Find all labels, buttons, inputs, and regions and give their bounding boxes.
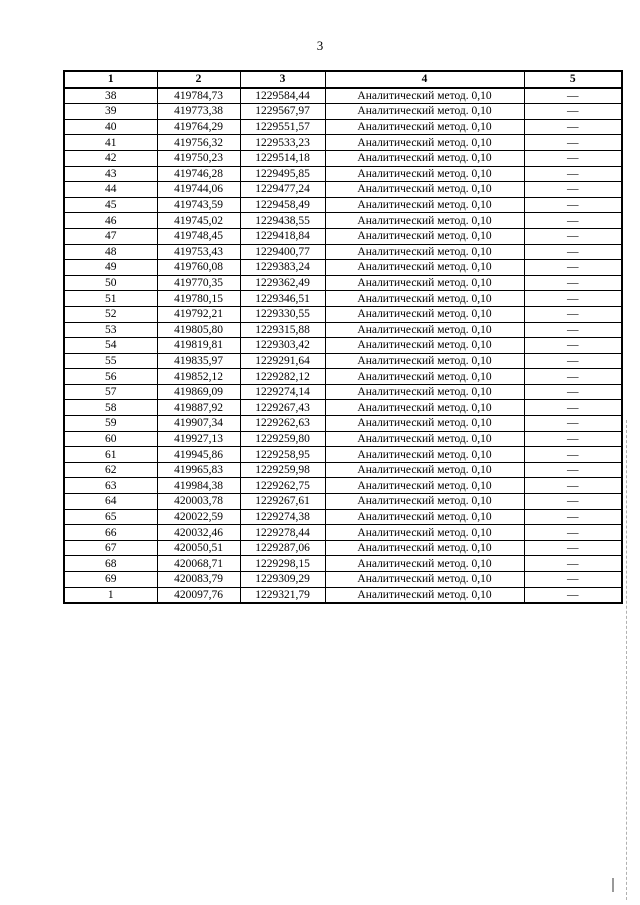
point-number-cell: 47 (64, 228, 157, 244)
point-number-cell: 1 (64, 587, 157, 603)
point-number-cell: 51 (64, 291, 157, 307)
table-row (64, 353, 622, 369)
point-number-cell: 49 (64, 260, 157, 276)
note-cell: — (524, 322, 622, 338)
note-cell: — (524, 587, 622, 603)
note-cell: — (524, 384, 622, 400)
table-row (64, 431, 622, 447)
y-coordinate-cell: 1229278,44 (240, 525, 325, 541)
table-row (64, 540, 622, 556)
table-row (64, 197, 622, 213)
point-number-cell: 46 (64, 213, 157, 229)
x-coordinate-cell: 420083,79 (157, 572, 240, 588)
y-coordinate-cell: 1229287,06 (240, 540, 325, 556)
method-cell: Аналитический метод. 0,10 (325, 478, 524, 494)
method-cell: Аналитический метод. 0,10 (325, 88, 524, 104)
note-cell: — (524, 244, 622, 260)
x-coordinate-cell: 419907,34 (157, 416, 240, 432)
point-number-cell: 48 (64, 244, 157, 260)
y-coordinate-cell: 1229400,77 (240, 244, 325, 260)
note-cell: — (524, 556, 622, 572)
table-row (64, 166, 622, 182)
method-cell: Аналитический метод. 0,10 (325, 369, 524, 385)
x-coordinate-cell: 419780,15 (157, 291, 240, 307)
method-cell: Аналитический метод. 0,10 (325, 525, 524, 541)
table-row (64, 416, 622, 432)
point-number-cell: 61 (64, 447, 157, 463)
note-cell: — (524, 228, 622, 244)
table-row (64, 478, 622, 494)
point-number-cell: 57 (64, 384, 157, 400)
method-cell: Аналитический метод. 0,10 (325, 135, 524, 151)
method-cell: Аналитический метод. 0,10 (325, 587, 524, 603)
point-number-cell: 65 (64, 509, 157, 525)
table-row (64, 228, 622, 244)
method-cell: Аналитический метод. 0,10 (325, 213, 524, 229)
table-row (64, 88, 622, 104)
header-cell: 3 (240, 71, 325, 88)
method-cell: Аналитический метод. 0,10 (325, 322, 524, 338)
note-cell: — (524, 104, 622, 120)
note-cell: — (524, 291, 622, 307)
header-cell: 5 (524, 71, 622, 88)
note-cell: — (524, 213, 622, 229)
y-coordinate-cell: 1229309,29 (240, 572, 325, 588)
x-coordinate-cell: 419750,23 (157, 150, 240, 166)
method-cell: Аналитический метод. 0,10 (325, 556, 524, 572)
table-row (64, 447, 622, 463)
x-coordinate-cell: 420050,51 (157, 540, 240, 556)
method-cell: Аналитический метод. 0,10 (325, 400, 524, 416)
table-row (64, 525, 622, 541)
point-number-cell: 62 (64, 462, 157, 478)
method-cell: Аналитический метод. 0,10 (325, 260, 524, 276)
method-cell: Аналитический метод. 0,10 (325, 494, 524, 510)
x-coordinate-cell: 419770,35 (157, 275, 240, 291)
point-number-cell: 42 (64, 150, 157, 166)
table-row (64, 384, 622, 400)
method-cell: Аналитический метод. 0,10 (325, 384, 524, 400)
header-cell: 4 (325, 71, 524, 88)
point-number-cell: 59 (64, 416, 157, 432)
note-cell: — (524, 306, 622, 322)
point-number-cell: 41 (64, 135, 157, 151)
method-cell: Аналитический метод. 0,10 (325, 119, 524, 135)
note-cell: — (524, 338, 622, 354)
table-row (64, 260, 622, 276)
y-coordinate-cell: 1229315,88 (240, 322, 325, 338)
x-coordinate-cell: 420068,71 (157, 556, 240, 572)
table-row (64, 494, 622, 510)
note-cell: — (524, 416, 622, 432)
x-coordinate-cell: 419753,43 (157, 244, 240, 260)
page-number: 3 (316, 38, 324, 53)
y-coordinate-cell: 1229258,95 (240, 447, 325, 463)
x-coordinate-cell: 420003,78 (157, 494, 240, 510)
x-coordinate-cell: 419869,09 (157, 384, 240, 400)
note-cell: — (524, 447, 622, 463)
note-cell: — (524, 150, 622, 166)
point-number-cell: 38 (64, 88, 157, 104)
x-coordinate-cell: 419965,83 (157, 462, 240, 478)
y-coordinate-cell: 1229274,14 (240, 384, 325, 400)
y-coordinate-cell: 1229418,84 (240, 228, 325, 244)
y-coordinate-cell: 1229303,42 (240, 338, 325, 354)
note-cell: — (524, 494, 622, 510)
note-cell: — (524, 353, 622, 369)
note-cell: — (524, 135, 622, 151)
note-cell: — (524, 462, 622, 478)
point-number-cell: 52 (64, 306, 157, 322)
x-coordinate-cell: 419927,13 (157, 431, 240, 447)
x-coordinate-cell: 419773,38 (157, 104, 240, 120)
method-cell: Аналитический метод. 0,10 (325, 431, 524, 447)
y-coordinate-cell: 1229274,38 (240, 509, 325, 525)
method-cell: Аналитический метод. 0,10 (325, 244, 524, 260)
method-cell: Аналитический метод. 0,10 (325, 197, 524, 213)
method-cell: Аналитический метод. 0,10 (325, 353, 524, 369)
table-row (64, 213, 622, 229)
x-coordinate-cell: 419792,21 (157, 306, 240, 322)
table-row (64, 306, 622, 322)
method-cell: Аналитический метод. 0,10 (325, 166, 524, 182)
point-number-cell: 64 (64, 494, 157, 510)
y-coordinate-cell: 1229262,63 (240, 416, 325, 432)
y-coordinate-cell: 1229383,24 (240, 260, 325, 276)
point-number-cell: 54 (64, 338, 157, 354)
table-row (64, 275, 622, 291)
table-row (64, 556, 622, 572)
table-row (64, 338, 622, 354)
y-coordinate-cell: 1229514,18 (240, 150, 325, 166)
table-row (64, 462, 622, 478)
y-coordinate-cell: 1229438,55 (240, 213, 325, 229)
table-row (64, 182, 622, 198)
x-coordinate-cell: 419945,86 (157, 447, 240, 463)
x-coordinate-cell: 419835,97 (157, 353, 240, 369)
y-coordinate-cell: 1229282,12 (240, 369, 325, 385)
method-cell: Аналитический метод. 0,10 (325, 540, 524, 556)
table-row (64, 244, 622, 260)
scan-edge-line (626, 420, 627, 900)
method-cell: Аналитический метод. 0,10 (325, 182, 524, 198)
x-coordinate-cell: 419852,12 (157, 369, 240, 385)
y-coordinate-cell: 1229291,64 (240, 353, 325, 369)
point-number-cell: 56 (64, 369, 157, 385)
y-coordinate-cell: 1229458,49 (240, 197, 325, 213)
note-cell: — (524, 431, 622, 447)
x-coordinate-cell: 420022,59 (157, 509, 240, 525)
note-cell: — (524, 275, 622, 291)
point-number-cell: 68 (64, 556, 157, 572)
y-coordinate-cell: 1229321,79 (240, 587, 325, 603)
method-cell: Аналитический метод. 0,10 (325, 338, 524, 354)
x-coordinate-cell: 419744,06 (157, 182, 240, 198)
point-number-cell: 67 (64, 540, 157, 556)
method-cell: Аналитический метод. 0,10 (325, 306, 524, 322)
table-row (64, 369, 622, 385)
point-number-cell: 53 (64, 322, 157, 338)
y-coordinate-cell: 1229362,49 (240, 275, 325, 291)
method-cell: Аналитический метод. 0,10 (325, 447, 524, 463)
table-row (64, 322, 622, 338)
method-cell: Аналитический метод. 0,10 (325, 572, 524, 588)
x-coordinate-cell: 419756,32 (157, 135, 240, 151)
x-coordinate-cell: 419746,28 (157, 166, 240, 182)
x-coordinate-cell: 419760,08 (157, 260, 240, 276)
note-cell: — (524, 182, 622, 198)
point-number-cell: 39 (64, 104, 157, 120)
point-number-cell: 58 (64, 400, 157, 416)
note-cell: — (524, 260, 622, 276)
y-coordinate-cell: 1229495,85 (240, 166, 325, 182)
x-coordinate-cell: 419819,81 (157, 338, 240, 354)
y-coordinate-cell: 1229584,44 (240, 88, 325, 104)
table-row (64, 509, 622, 525)
scan-edge-mark (612, 878, 614, 892)
point-number-cell: 45 (64, 197, 157, 213)
coordinates-table (63, 70, 623, 604)
x-coordinate-cell: 419887,92 (157, 400, 240, 416)
table-body (64, 88, 622, 604)
point-number-cell: 69 (64, 572, 157, 588)
y-coordinate-cell: 1229262,75 (240, 478, 325, 494)
point-number-cell: 55 (64, 353, 157, 369)
note-cell: — (524, 88, 622, 104)
table-row (64, 572, 622, 588)
y-coordinate-cell: 1229330,55 (240, 306, 325, 322)
note-cell: — (524, 166, 622, 182)
y-coordinate-cell: 1229533,23 (240, 135, 325, 151)
point-number-cell: 63 (64, 478, 157, 494)
note-cell: — (524, 119, 622, 135)
method-cell: Аналитический метод. 0,10 (325, 150, 524, 166)
note-cell: — (524, 400, 622, 416)
y-coordinate-cell: 1229259,80 (240, 431, 325, 447)
point-number-cell: 60 (64, 431, 157, 447)
table-header-row (64, 71, 622, 88)
point-number-cell: 44 (64, 182, 157, 198)
x-coordinate-cell: 420032,46 (157, 525, 240, 541)
table-row (64, 119, 622, 135)
y-coordinate-cell: 1229267,43 (240, 400, 325, 416)
x-coordinate-cell: 420097,76 (157, 587, 240, 603)
table-row (64, 291, 622, 307)
header-cell: 2 (157, 71, 240, 88)
x-coordinate-cell: 419748,45 (157, 228, 240, 244)
point-number-cell: 40 (64, 119, 157, 135)
point-number-cell: 50 (64, 275, 157, 291)
point-number-cell: 66 (64, 525, 157, 541)
method-cell: Аналитический метод. 0,10 (325, 462, 524, 478)
y-coordinate-cell: 1229551,57 (240, 119, 325, 135)
table-row (64, 400, 622, 416)
note-cell: — (524, 197, 622, 213)
y-coordinate-cell: 1229477,24 (240, 182, 325, 198)
header-cell: 1 (64, 71, 157, 88)
x-coordinate-cell: 419805,80 (157, 322, 240, 338)
x-coordinate-cell: 419743,59 (157, 197, 240, 213)
x-coordinate-cell: 419745,02 (157, 213, 240, 229)
note-cell: — (524, 478, 622, 494)
method-cell: Аналитический метод. 0,10 (325, 509, 524, 525)
point-number-cell: 43 (64, 166, 157, 182)
x-coordinate-cell: 419984,38 (157, 478, 240, 494)
y-coordinate-cell: 1229298,15 (240, 556, 325, 572)
note-cell: — (524, 572, 622, 588)
note-cell: — (524, 540, 622, 556)
method-cell: Аналитический метод. 0,10 (325, 275, 524, 291)
y-coordinate-cell: 1229267,61 (240, 494, 325, 510)
table-row (64, 135, 622, 151)
table-row (64, 150, 622, 166)
y-coordinate-cell: 1229346,51 (240, 291, 325, 307)
note-cell: — (524, 369, 622, 385)
method-cell: Аналитический метод. 0,10 (325, 104, 524, 120)
method-cell: Аналитический метод. 0,10 (325, 228, 524, 244)
note-cell: — (524, 525, 622, 541)
note-cell: — (524, 509, 622, 525)
method-cell: Аналитический метод. 0,10 (325, 416, 524, 432)
table-row (64, 587, 622, 603)
x-coordinate-cell: 419784,73 (157, 88, 240, 104)
method-cell: Аналитический метод. 0,10 (325, 291, 524, 307)
x-coordinate-cell: 419764,29 (157, 119, 240, 135)
table-row (64, 104, 622, 120)
y-coordinate-cell: 1229567,97 (240, 104, 325, 120)
y-coordinate-cell: 1229259,98 (240, 462, 325, 478)
